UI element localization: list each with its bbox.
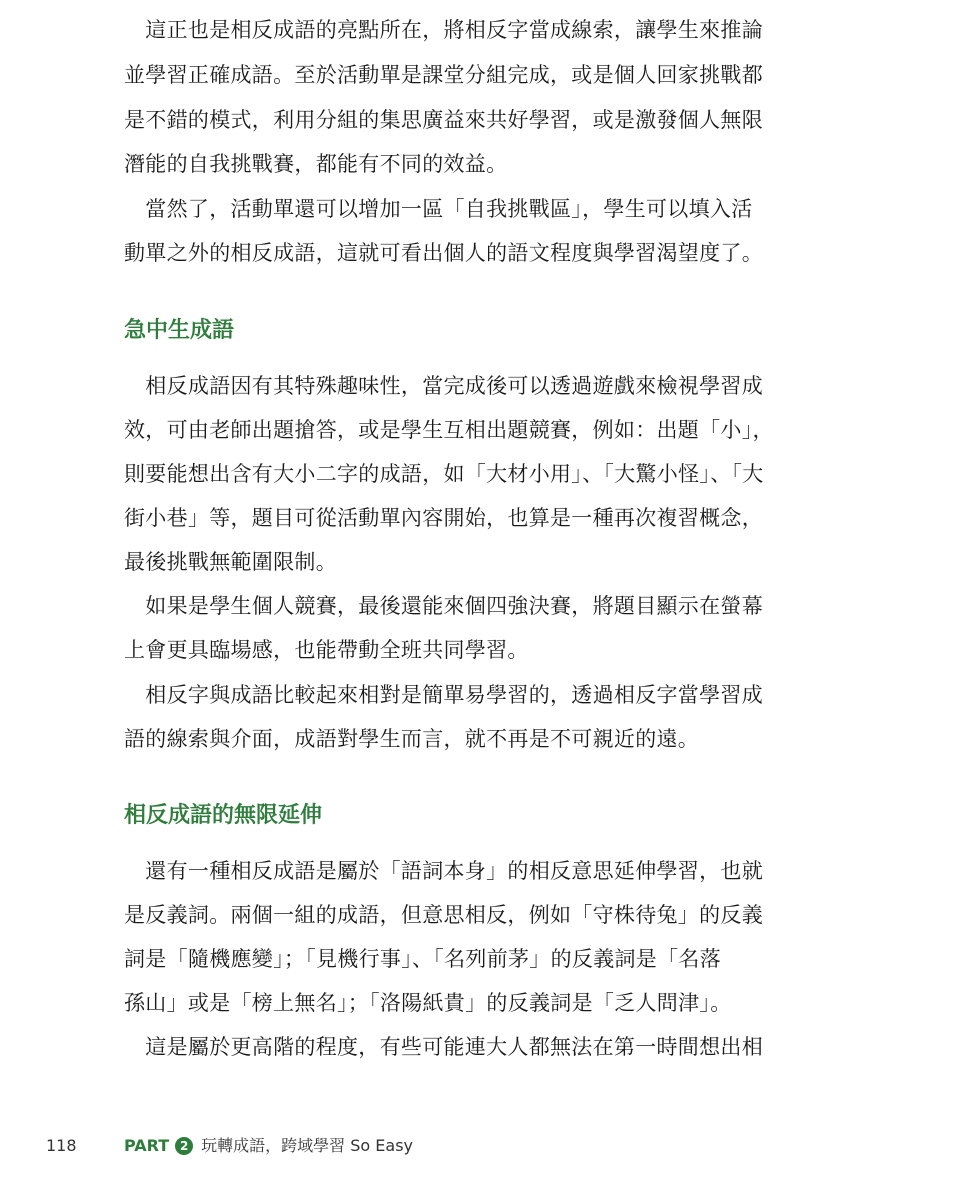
paragraph-line: 上會更具臨場感，也能帶動全班共同學習。 [124, 638, 529, 662]
paragraph-line: 孫山」或是「榜上無名」；「洛陽紙貴」的反義詞是「乏人問津」。 [124, 991, 732, 1015]
running-footer [124, 1132, 413, 1160]
paragraph-line: 動單之外的相反成語，這就可看出個人的語文程度與學習渴望度了。 [124, 241, 763, 265]
paragraph-line: 語的線索與介面，成語對學生而言，就不再是不可親近的遠。 [124, 727, 700, 751]
paragraph-line: 這是屬於更高階的程度，有些可能連大人都無法在第一時間想出相 [124, 1035, 763, 1059]
paragraph-line: 街小巷」等，題目可從活動單內容開始，也算是一種再次複習概念， [124, 506, 763, 530]
section-heading: 急中生成語 [124, 318, 235, 343]
paragraph-line: 是反義詞。兩個一組的成語，但意思相反，例如「守株待兔」的反義 [124, 903, 763, 927]
paragraph-line: 詞是「隨機應變」；「見機行事」、「名列前茅」的反義詞是「名落 [124, 947, 721, 971]
paragraph-line: 這正也是相反成語的亮點所在，將相反字當成線索，讓學生來推論 [124, 18, 763, 42]
paragraph-line: 是不錯的模式，利用分組的集思廣益來共好學習，或是激發個人無限 [124, 108, 763, 132]
book-title: 玩轉成語，跨域學習 So Easy [201, 1136, 413, 1155]
paragraph-line: 還有一種相反成語是屬於「語詞本身」的相反意思延伸學習，也就 [124, 859, 763, 883]
paragraph-line: 潛能的自我挑戰賽，都能有不同的效益。 [124, 152, 508, 176]
paragraph-line: 如果是學生個人競賽，最後還能來個四強決賽，將題目顯示在螢幕 [124, 594, 763, 618]
part-label: PART [124, 1136, 170, 1155]
paragraph-line: 最後挑戰無範圍限制。 [124, 550, 337, 574]
part-number-badge: 2 [175, 1137, 193, 1155]
section-heading: 相反成語的無限延伸 [124, 803, 323, 828]
paragraph-line: 並學習正確成語。至於活動單是課堂分組完成，或是個人回家挑戰都 [124, 63, 763, 87]
paragraph-line: 當然了，活動單還可以增加一區「自我挑戰區」，學生可以填入活 [124, 197, 753, 221]
page-number: 118 [46, 1136, 77, 1155]
paragraph-line: 相反字與成語比較起來相對是簡單易學習的，透過相反字當學習成 [124, 683, 763, 707]
paragraph-line: 效，可由老師出題搶答，或是學生互相出題競賽，例如：出題「小」， [124, 418, 774, 442]
paragraph-line: 相反成語因有其特殊趣味性，當完成後可以透過遊戲來檢視學習成 [124, 374, 763, 398]
paragraph-line: 則要能想出含有大小二字的成語，如「大材小用」、「大驚小怪」、「大 [124, 462, 764, 486]
